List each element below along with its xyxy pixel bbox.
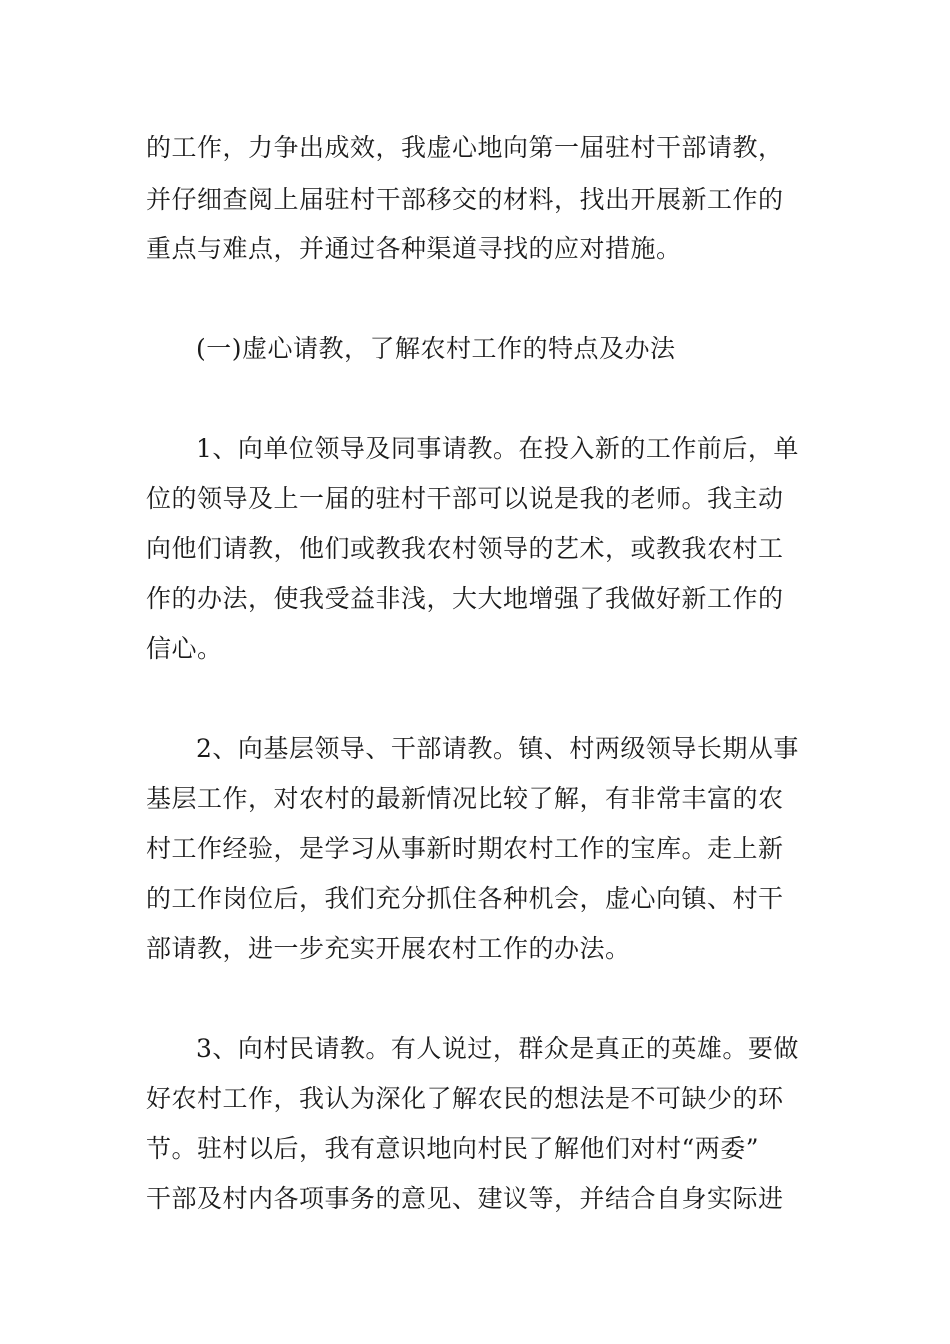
paragraph-line: 村工作经验，是学习从事新时期农村工作的宝库。走上新	[146, 834, 784, 863]
paragraph-line: 信心。	[146, 634, 223, 663]
section-heading: (一)虚心请教，了解农村工作的特点及办法	[196, 334, 676, 363]
paragraph-line: 的工作岗位后，我们充分抓住各种机会，虚心向镇、村干	[146, 884, 784, 913]
paragraph-line: 3、向村民请教。有人说过，群众是真正的英雄。要做	[196, 1034, 799, 1063]
paragraph-line: 基层工作，对农村的最新情况比较了解，有非常丰富的农	[146, 784, 784, 813]
paragraph-line: 并仔细查阅上届驻村干部移交的材料，找出开展新工作的	[146, 185, 784, 214]
paragraph-line: 好农村工作，我认为深化了解农民的想法是不可缺少的环	[146, 1084, 784, 1113]
paragraph-line: 1、向单位领导及同事请教。在投入新的工作前后，单	[196, 434, 799, 463]
paragraph-line: 干部及村内各项事务的意见、建议等，并结合自身实际进	[146, 1184, 784, 1213]
paragraph-line: 的工作，力争出成效，我虚心地向第一届驻村干部请教，	[146, 133, 784, 162]
paragraph-line: 节。驻村以后，我有意识地向村民了解他们对村“两委”	[146, 1134, 760, 1163]
paragraph-line: 位的领导及上一届的驻村干部可以说是我的老师。我主动	[146, 484, 784, 513]
paragraph-line: 作的办法，使我受益非浅，大大地增强了我做好新工作的	[146, 584, 784, 613]
paragraph-line: 重点与难点，并通过各种渠道寻找的应对措施。	[146, 234, 682, 263]
paragraph-line: 部请教，进一步充实开展农村工作的办法。	[146, 934, 631, 963]
paragraph-line: 2、向基层领导、干部请教。镇、村两级领导长期从事	[196, 734, 799, 763]
paragraph-line: 向他们请教，他们或教我农村领导的艺术，或教我农村工	[146, 534, 784, 563]
